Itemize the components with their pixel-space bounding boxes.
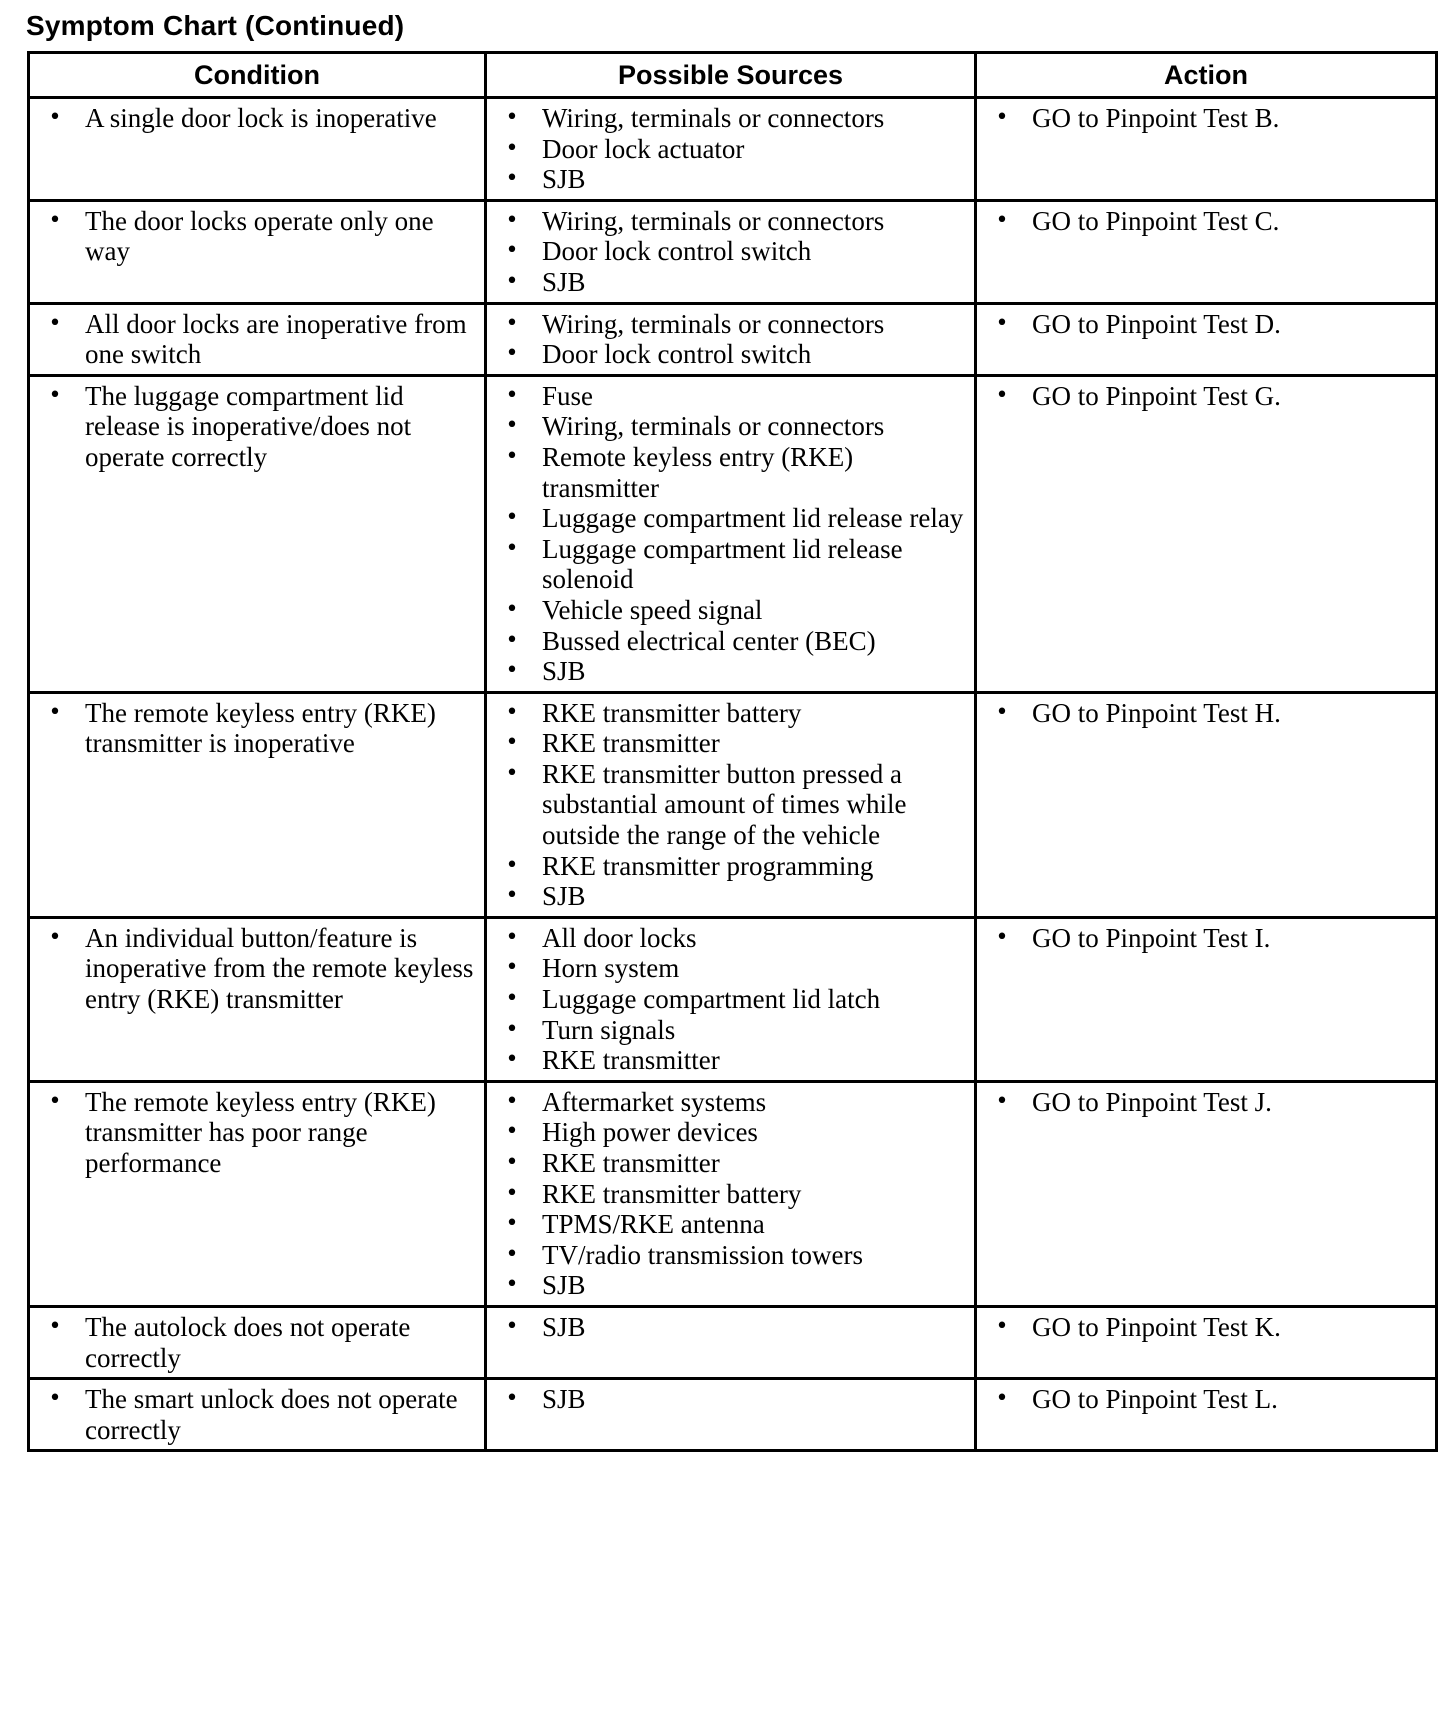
action-list (987, 381, 1429, 412)
list-item (497, 1270, 968, 1301)
bullet-icon: • (505, 852, 519, 878)
condition-list (40, 1384, 478, 1445)
item-text: GO to Pinpoint Test H. (1032, 697, 1281, 728)
item-text: RKE transmitter programming (542, 850, 874, 881)
header-row (29, 53, 1437, 98)
item-text: GO to Pinpoint Test J. (1032, 1086, 1272, 1117)
item-text: Vehicle speed signal (542, 594, 763, 625)
list-item (497, 339, 968, 370)
bullet-icon: • (505, 1016, 519, 1042)
condition-list (40, 381, 478, 473)
item-text: GO to Pinpoint Test B. (1032, 103, 1280, 133)
list-item (987, 206, 1429, 237)
bullet-icon: • (505, 535, 519, 561)
item-text: The autolock does not operate correctly (85, 1311, 411, 1373)
list-item (497, 656, 968, 687)
condition-list (40, 1312, 478, 1373)
header-action: Action (976, 53, 1437, 98)
possible-sources-cell (486, 917, 976, 1081)
item-text: Wiring, terminals or connectors (542, 103, 885, 133)
list-item (497, 1117, 968, 1148)
table-row (29, 375, 1437, 692)
list-item (497, 984, 968, 1015)
item-text: SJB (542, 266, 586, 297)
item-text: Remote keyless entry (RKE) transmitter (542, 441, 854, 503)
list-item (497, 206, 968, 237)
bullet-icon: • (505, 760, 519, 786)
action-cell (976, 200, 1437, 303)
bullet-icon: • (995, 1313, 1009, 1339)
list-item (497, 164, 968, 195)
bullet-icon: • (505, 627, 519, 653)
list-item (40, 698, 478, 759)
list-item (987, 923, 1429, 954)
item-text: Horn system (542, 953, 680, 984)
condition-list (40, 1087, 478, 1179)
possible-sources-cell (486, 375, 976, 692)
page-title: Symptom Chart (Continued) (26, 10, 405, 41)
list-item (497, 1087, 968, 1118)
action-cell (976, 1081, 1437, 1306)
item-text: GO to Pinpoint Test G. (1032, 380, 1281, 411)
list-item (40, 309, 478, 370)
action-cell (976, 692, 1437, 917)
bullet-icon: • (505, 924, 519, 950)
list-item (497, 381, 968, 412)
list-item (40, 1384, 478, 1445)
bullet-icon: • (505, 505, 519, 531)
list-item (497, 881, 968, 912)
action-cell (976, 1306, 1437, 1378)
bullet-icon: • (505, 1047, 519, 1073)
list-item (497, 309, 968, 340)
bullet-icon: • (995, 310, 1009, 336)
action-cell (976, 375, 1437, 692)
list-item (987, 309, 1429, 340)
possible-sources-cell (486, 1379, 976, 1451)
item-text: TPMS/RKE antenna (542, 1209, 765, 1240)
action-list (987, 1087, 1429, 1118)
item-text: Wiring, terminals or connectors (542, 411, 885, 442)
list-item (497, 411, 968, 442)
list-item (497, 1179, 968, 1210)
possible-sources-cell (486, 200, 976, 303)
list-item (497, 1015, 968, 1046)
symptom-chart-table (27, 51, 1438, 1452)
condition-cell (29, 1306, 486, 1378)
item-text: Aftermarket systems (542, 1086, 767, 1117)
bullet-icon: • (995, 382, 1009, 408)
bullet-icon: • (48, 1386, 62, 1412)
item-text: Fuse (542, 380, 594, 411)
possible-sources-cell (486, 692, 976, 917)
list-item (40, 923, 478, 1015)
list-item (497, 1148, 968, 1179)
item-text: GO to Pinpoint Test L. (1032, 1384, 1278, 1415)
condition-cell (29, 303, 486, 375)
condition-list (40, 103, 478, 134)
bullet-icon: • (995, 105, 1009, 130)
bullet-icon: • (505, 1150, 519, 1175)
list-item (40, 206, 478, 267)
list-item (40, 103, 478, 134)
list-item (987, 698, 1429, 729)
bullet-icon: • (505, 310, 519, 336)
bullet-icon: • (48, 699, 62, 725)
bullet-icon: • (995, 699, 1009, 725)
bullet-icon: • (505, 238, 519, 264)
item-text: Wiring, terminals or connectors (542, 308, 885, 339)
item-text: Wiring, terminals or connectors (542, 205, 885, 236)
item-text: GO to Pinpoint Test I. (1032, 922, 1271, 953)
bullet-icon: • (505, 1386, 519, 1412)
bullet-icon: • (48, 1313, 62, 1339)
sources-list (497, 381, 968, 687)
list-item (497, 595, 968, 626)
action-list (987, 103, 1429, 134)
table-row (29, 1379, 1437, 1451)
bullet-icon: • (505, 596, 519, 622)
item-text: Door lock control switch (542, 236, 812, 267)
action-list (987, 309, 1429, 340)
condition-list (40, 206, 478, 267)
list-item (497, 728, 968, 759)
list-item (497, 851, 968, 882)
list-item (497, 1045, 968, 1076)
item-text: RKE transmitter (542, 1148, 720, 1178)
list-item (497, 1312, 968, 1343)
list-item (40, 381, 478, 473)
list-item (497, 626, 968, 657)
list-item (987, 1384, 1429, 1415)
sources-list (497, 103, 968, 195)
action-list (987, 923, 1429, 954)
bullet-icon: • (505, 382, 519, 408)
possible-sources-cell (486, 1306, 976, 1378)
action-list (987, 206, 1429, 237)
table-row (29, 692, 1437, 917)
condition-cell (29, 692, 486, 917)
list-item (497, 698, 968, 729)
item-text: A single door lock is inoperative (85, 103, 437, 133)
item-text: The smart unlock does not operate correctly (85, 1384, 458, 1445)
list-item (497, 1240, 968, 1271)
action-list (987, 698, 1429, 729)
item-text: Luggage compartment lid latch (542, 984, 881, 1015)
list-item (987, 1087, 1429, 1118)
bullet-icon: • (995, 1386, 1009, 1412)
item-text: Turn signals (542, 1014, 676, 1045)
bullet-icon: • (48, 105, 62, 130)
bullet-icon: • (505, 1241, 519, 1267)
condition-cell (29, 98, 486, 201)
condition-cell (29, 200, 486, 303)
item-text: SJB (542, 1270, 586, 1301)
item-text: SJB (542, 656, 586, 687)
item-text: SJB (542, 1384, 586, 1415)
bullet-icon: • (505, 105, 519, 130)
bullet-icon: • (505, 1180, 519, 1206)
sources-list (497, 923, 968, 1076)
sources-list (497, 1087, 968, 1301)
bullet-icon: • (505, 699, 519, 725)
bullet-icon: • (505, 986, 519, 1012)
bullet-icon: • (505, 1313, 519, 1339)
item-text: Luggage compartment lid release relay (542, 503, 964, 534)
bullet-icon: • (505, 1272, 519, 1298)
action-cell (976, 98, 1437, 201)
table-row (29, 98, 1437, 201)
bullet-icon: • (995, 207, 1009, 233)
item-text: GO to Pinpoint Test C. (1032, 205, 1280, 236)
list-item (497, 759, 968, 851)
bullet-icon: • (505, 443, 519, 469)
sources-list (497, 698, 968, 912)
condition-cell (29, 1081, 486, 1306)
list-item (987, 1312, 1429, 1343)
table-row (29, 1306, 1437, 1378)
bullet-icon: • (505, 341, 519, 367)
list-item (497, 103, 968, 134)
bullet-icon: • (48, 207, 62, 233)
action-cell (976, 1379, 1437, 1451)
bullet-icon: • (48, 382, 62, 408)
bullet-icon: • (505, 658, 519, 684)
item-text: The remote keyless entry (RKE) transmitter has poor range performance (85, 1086, 436, 1178)
condition-cell (29, 375, 486, 692)
bullet-icon: • (505, 955, 519, 981)
action-cell (976, 303, 1437, 375)
table-row (29, 917, 1437, 1081)
list-item (40, 1087, 478, 1179)
item-text: SJB (542, 164, 586, 195)
condition-list (40, 309, 478, 370)
list-item (497, 923, 968, 954)
item-text: An individual button/feature is inoperative from the remote keyless entry (RKE) transmitter (85, 922, 474, 1015)
item-text: High power devices (542, 1117, 758, 1148)
possible-sources-cell (486, 1081, 976, 1306)
item-text: Luggage compartment lid release solenoid (542, 533, 903, 595)
table-body (29, 98, 1437, 1451)
bullet-icon: • (48, 1088, 62, 1114)
bullet-icon: • (505, 1119, 519, 1145)
condition-cell (29, 917, 486, 1081)
item-text: RKE transmitter (542, 1045, 720, 1076)
sources-list (497, 309, 968, 370)
item-text: The remote keyless entry (RKE) transmitter is inoperative (85, 697, 436, 759)
condition-list (40, 923, 478, 1015)
condition-list (40, 698, 478, 759)
action-cell (976, 917, 1437, 1081)
table-row (29, 1081, 1437, 1306)
action-list (987, 1312, 1429, 1343)
sources-list (497, 1384, 968, 1415)
item-text: The luggage compartment lid release is inoperative/does not operate correctly (85, 380, 412, 472)
list-item (40, 1312, 478, 1373)
condition-cell (29, 1379, 486, 1451)
list-item (497, 442, 968, 503)
list-item (497, 534, 968, 595)
action-list (987, 1384, 1429, 1415)
bullet-icon: • (48, 310, 62, 336)
list-item (497, 267, 968, 298)
item-text: GO to Pinpoint Test D. (1032, 308, 1281, 339)
item-text: Door lock control switch (542, 339, 812, 370)
bullet-icon: • (48, 924, 62, 950)
item-text: Bussed electrical center (BEC) (542, 625, 876, 656)
sources-list (497, 1312, 968, 1343)
bullet-icon: • (505, 207, 519, 233)
list-item (497, 134, 968, 165)
bullet-icon: • (995, 924, 1009, 950)
list-item (497, 953, 968, 984)
item-text: RKE transmitter (542, 728, 720, 759)
bullet-icon: • (505, 883, 519, 909)
item-text: GO to Pinpoint Test K. (1032, 1311, 1281, 1342)
list-item (497, 236, 968, 267)
list-item (987, 103, 1429, 134)
item-text: All door locks (542, 922, 697, 953)
bullet-icon: • (505, 135, 519, 161)
bullet-icon: • (505, 268, 519, 294)
sources-list (497, 206, 968, 298)
list-item (497, 503, 968, 534)
bullet-icon: • (505, 730, 519, 756)
item-text: RKE transmitter button pressed a substantial amount of times while outside the range of the vehicle (542, 758, 907, 851)
item-text: RKE transmitter battery (542, 1178, 802, 1209)
list-item (497, 1384, 968, 1415)
list-item (497, 1209, 968, 1240)
possible-sources-cell (486, 98, 976, 201)
bullet-icon: • (995, 1088, 1009, 1114)
header-possible-sources: Possible Sources (486, 53, 976, 98)
header-condition: Condition (29, 53, 486, 98)
item-text: SJB (542, 881, 586, 912)
bullet-icon: • (505, 1088, 519, 1114)
bullet-icon: • (505, 1211, 519, 1237)
list-item (987, 381, 1429, 412)
table-row (29, 303, 1437, 375)
item-text: All door locks are inoperative from one switch (85, 308, 467, 370)
bullet-icon: • (505, 413, 519, 439)
possible-sources-cell (486, 303, 976, 375)
table-row (29, 200, 1437, 303)
item-text: Door lock actuator (542, 133, 745, 164)
bullet-icon: • (505, 166, 519, 192)
item-text: The door locks operate only one way (85, 205, 434, 267)
item-text: TV/radio transmission towers (542, 1239, 863, 1270)
item-text: SJB (542, 1311, 586, 1342)
item-text: RKE transmitter battery (542, 697, 802, 728)
